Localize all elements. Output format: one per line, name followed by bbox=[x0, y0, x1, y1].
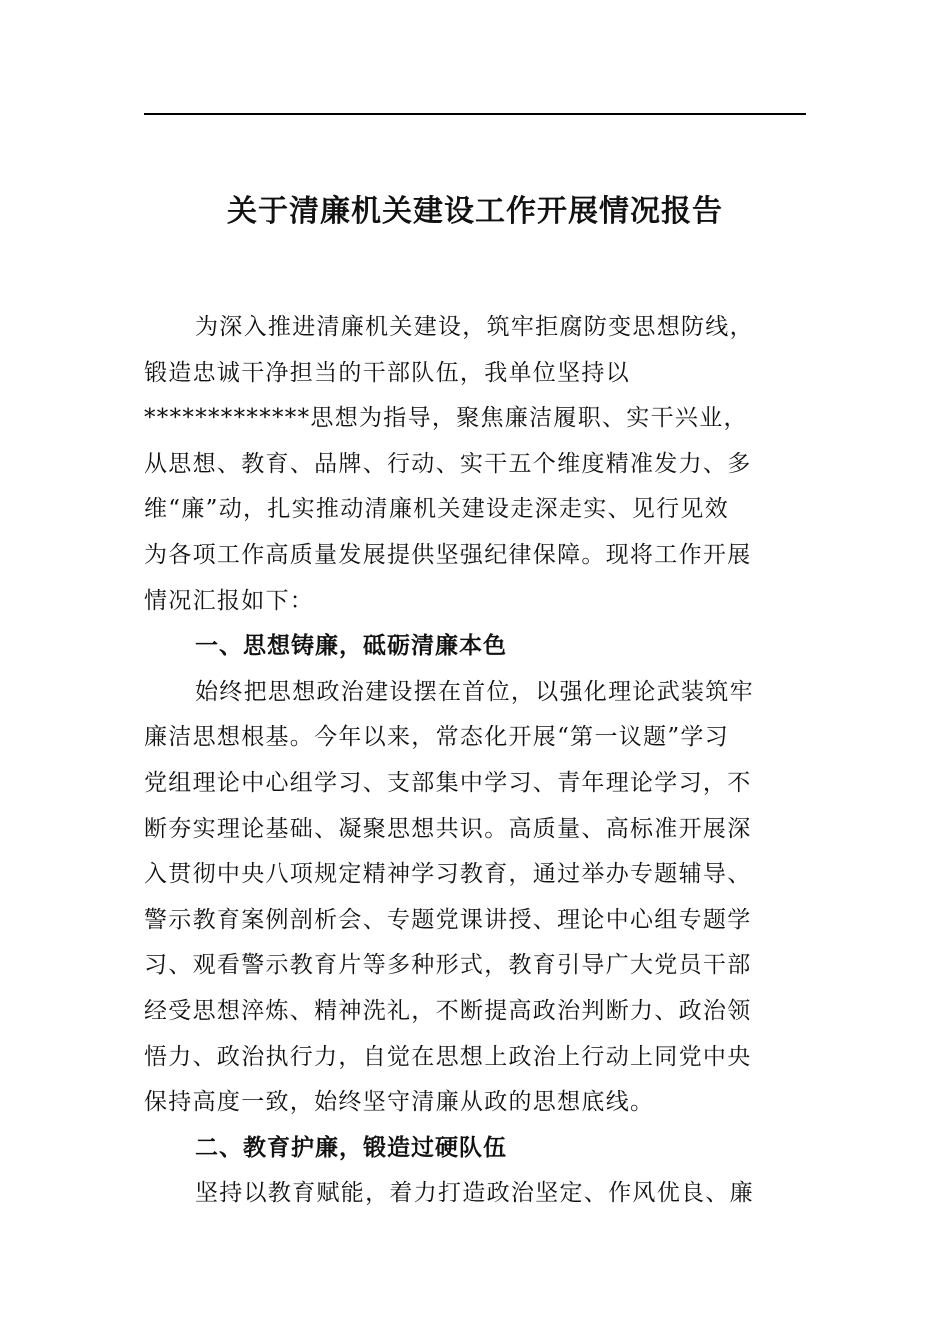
text-line: 从思想、教育、品牌、行动、实干五个维度精准发力、多 bbox=[144, 450, 752, 477]
text-line: 断夯实理论基础、凝聚思想共识。高质量、高标准开展深 bbox=[144, 815, 752, 842]
text-line: 习、观看警示教育片等多种形式，教育引导广大党员干部 bbox=[144, 952, 752, 979]
text-line: 廉洁思想根基。今年以来，常态化开展“第一议题”学习 bbox=[144, 724, 730, 751]
document-body bbox=[144, 305, 806, 1217]
text-line: 党组理论中心组学习、支部集中学习、青年理论学习，不 bbox=[144, 769, 752, 796]
text-line: 悟力、政治执行力，自觉在思想上政治上行动上同党中央 bbox=[144, 1043, 752, 1070]
header-rule bbox=[144, 113, 806, 115]
text-line: 情况汇报如下： bbox=[144, 587, 315, 614]
text-line: 为各项工作高质量发展提供坚强纪律保障。现将工作开展 bbox=[144, 541, 752, 568]
text-line: *************思想为指导，聚焦廉洁履职、实干兴业， bbox=[144, 405, 748, 432]
section-heading: 一、思想铸廉，砥砺清廉本色 bbox=[195, 633, 507, 660]
text-line: 为深入推进清廉机关建设，筑牢拒腐防变思想防线， bbox=[195, 314, 754, 340]
text-line: 维“廉”动，扎实推动清廉机关建设走深走实、见行见效 bbox=[144, 496, 730, 523]
text-line: 入贯彻中央八项规定精神学习教育，通过举办专题辅导、 bbox=[144, 861, 752, 888]
text-line: 经受思想淬炼、精神洗礼，不断提高政治判断力、政治领 bbox=[144, 997, 752, 1024]
text-line: 保持高度一致，始终坚守清廉从政的思想底线。 bbox=[144, 1089, 655, 1116]
text-line: 警示教育案例剖析会、专题党课讲授、理论中心组专题学 bbox=[144, 906, 752, 933]
intro-paragraph bbox=[144, 305, 806, 624]
text-line: 锻造忠诚干净担当的干部队伍，我单位坚持以 bbox=[144, 359, 630, 386]
section1-paragraph bbox=[144, 670, 806, 1126]
text-line: 坚持以教育赋能，着力打造政治坚定、作风优良、廉 bbox=[195, 1180, 754, 1207]
section2-paragraph bbox=[144, 1171, 806, 1217]
section-heading: 二、教育护廉，锻造过硬队伍 bbox=[195, 1134, 507, 1161]
document-title: 关于清廉机关建设工作开展情况报告 bbox=[227, 194, 723, 229]
text-line: 始终把思想政治建设摆在首位，以强化理论武装筑牢 bbox=[195, 678, 754, 705]
